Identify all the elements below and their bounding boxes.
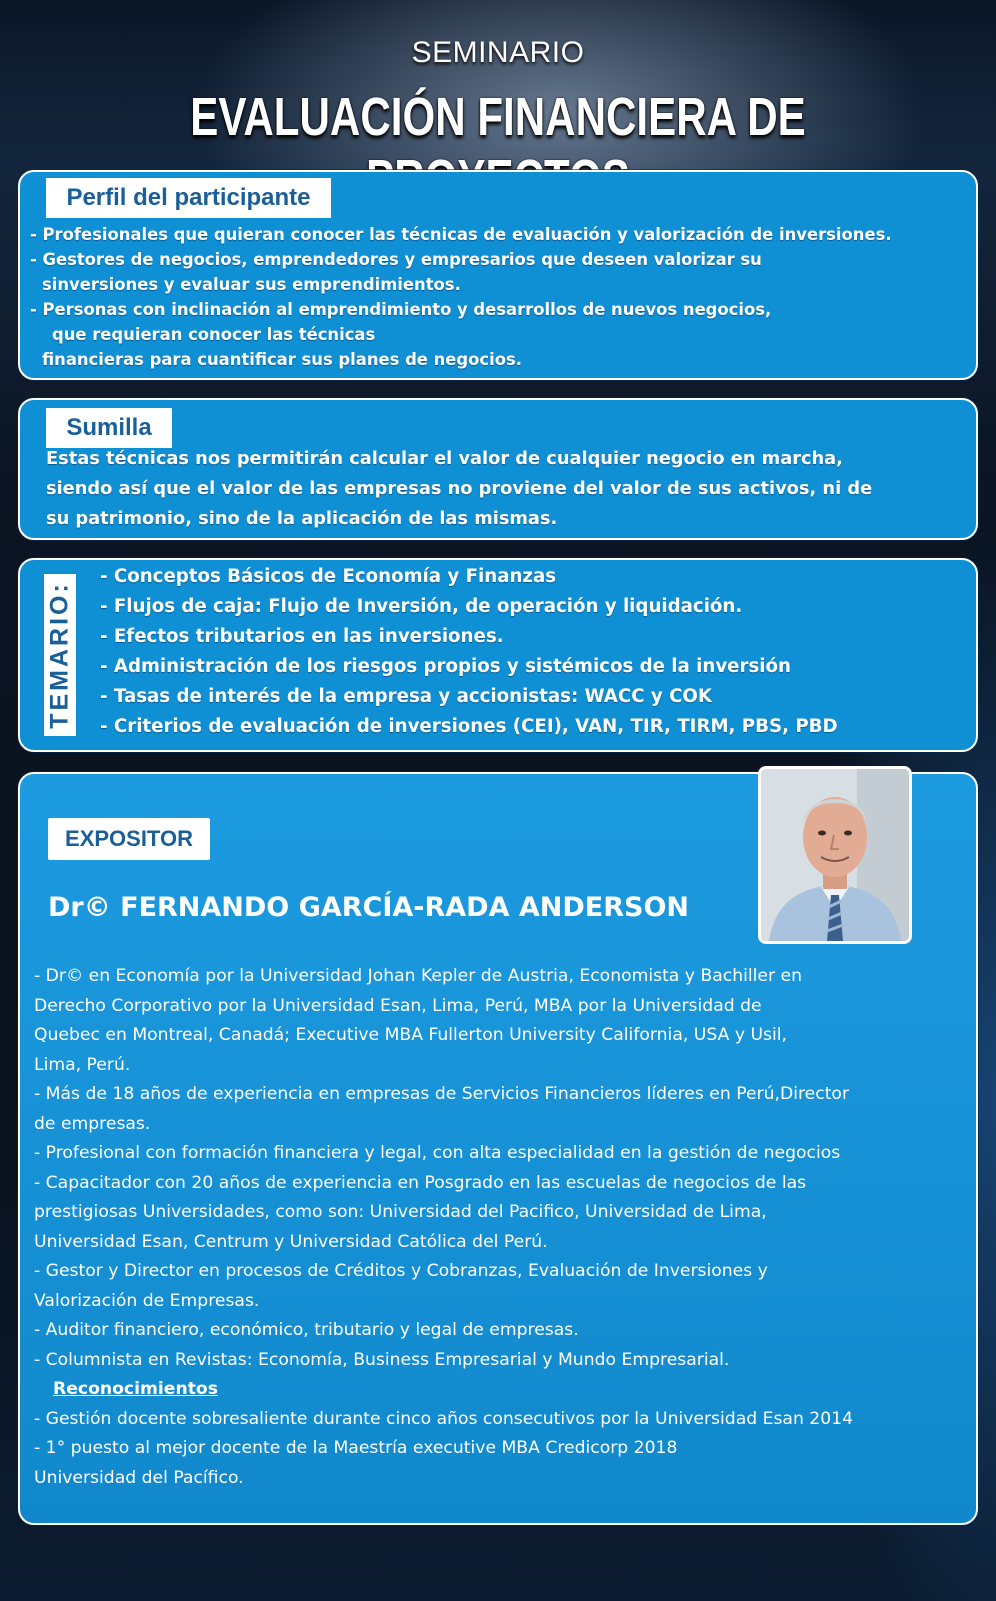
seminar-title: EVALUACIÓN FINANCIERA DE [190, 87, 806, 147]
bio-line: prestigiosas Universidades, como son: Universidad del Pacifico, Universidad de Lima, [34, 1202, 767, 1222]
bio-line: Quebec en Montreal, Canadá; Executive MBA Fullerton University California, USA y Usil, [34, 1025, 788, 1045]
syllabus-item: - Tasas de interés de la empresa y accionistas: WACC y COK [100, 686, 712, 707]
bio-line: - Columnista en Revistas: Economía, Business Empresarial y Mundo Empresarial. [34, 1349, 730, 1370]
profile-line: - Personas con inclinación al emprendimiento y desarrollos de nuevos negocios, [30, 300, 772, 319]
speaker-name: Dr© FERNANDO GARCÍA-RADA ANDERSON [48, 892, 689, 923]
syllabus-item: - Flujos de caja: Flujo de Inversión, de operación y liquidación. [100, 596, 743, 617]
bio-line: - Auditor financiero, económico, tributario y legal de empresas. [34, 1320, 579, 1340]
bio-line: - Más de 18 años de experiencia en empresas de Servicios Financieros líderes en Perú,Director [34, 1084, 850, 1104]
summary-panel [18, 398, 978, 540]
bio-line: Valorización de Empresas. [34, 1290, 260, 1311]
bio-line: Lima, Perú. [34, 1054, 131, 1075]
bio-line: - Capacitador con 20 años de experiencia en Posgrado en las escuelas de negocios de las [34, 1172, 807, 1193]
syllabus-label: TEMARIO: [45, 581, 74, 729]
bio-line: de empresas. [34, 1113, 151, 1134]
summary-line: siendo así que el valor de las empresas no proviene del valor de sus activos, ni de [46, 478, 873, 499]
profile-line: que requieran conocer las técnicas [52, 325, 376, 344]
participant-profile-panel [18, 170, 978, 380]
bio-line: - Dr© en Economía por la Universidad Johan Kepler de Austria, Economista y Bachiller en [34, 966, 803, 986]
syllabus-item: - Criterios de evaluación de inversiones (CEI), VAN, TIR, TIRM, PBS, PBD [100, 716, 838, 737]
header [0, 0, 996, 168]
profile-line: - Gestores de negocios, emprendedores y empresarios que deseen valorizar su [30, 250, 762, 269]
bio-line: - Profesional con formación financiera y legal, con alta especialidad en la gestión de negocios [34, 1143, 841, 1163]
summary-label: Sumilla [46, 408, 172, 448]
syllabus-item: - Efectos tributarios en las inversiones. [100, 626, 504, 647]
syllabus-label-tab [44, 574, 76, 736]
speaker-photo [758, 766, 912, 944]
syllabus-panel [18, 558, 978, 752]
summary-line: Estas técnicas nos permitirán calcular el valor de cualquier negocio en marcha, [46, 448, 843, 469]
profile-line: financieras para cuantificar sus planes de negocios. [42, 350, 522, 369]
participant-profile-label: Perfil del participante [46, 178, 331, 218]
speaker-portrait-illustration [761, 769, 909, 941]
seminar-kicker: SEMINARIO [411, 36, 585, 69]
recognitions-heading: Reconocimientos [53, 1379, 218, 1399]
bio-line: - Gestor y Director en procesos de Créditos y Cobranzas, Evaluación de Inversiones y [34, 1261, 768, 1281]
profile-line: sinversiones y evaluar sus emprendimientos. [42, 275, 461, 294]
recognition-line: - Gestión docente sobresaliente durante cinco años consecutivos por la Universidad Esan 2014 [34, 1408, 854, 1429]
summary-line: su patrimonio, sino de la aplicación de las mismas. [46, 508, 558, 529]
speaker-label: EXPOSITOR [48, 818, 210, 860]
recognition-line: - 1° puesto al mejor docente de la Maestría executive MBA Credicorp 2018 [34, 1438, 678, 1458]
speaker-bio [34, 962, 853, 1493]
syllabus-item: - Administración de los riesgos propios y sistémicos de la inversión [100, 656, 791, 677]
bio-line: Universidad Esan, Centrum y Universidad Católica del Perú. [34, 1231, 548, 1252]
bio-line: Derecho Corporativo por la Universidad Esan, Lima, Perú, MBA por la Universidad de [34, 995, 762, 1016]
profile-line: - Profesionales que quieran conocer las técnicas de evaluación y valorización de inversiones. [30, 225, 892, 244]
syllabus-item: - Conceptos Básicos de Economía y Finanzas [100, 566, 557, 587]
recognition-line: Universidad del Pacífico. [34, 1467, 244, 1488]
